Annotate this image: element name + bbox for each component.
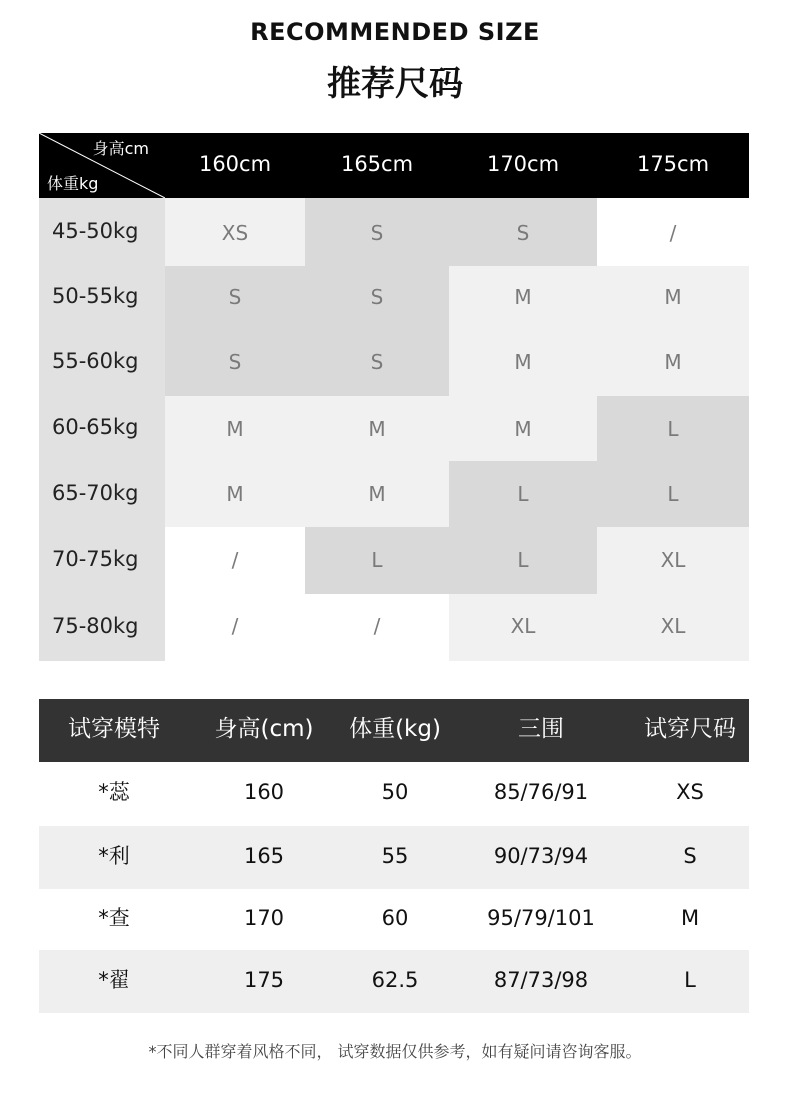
model-name: *翟	[98, 968, 130, 992]
size-cell: M	[165, 461, 305, 527]
size-cell: L	[597, 461, 749, 527]
height-header-165: 165cm	[340, 152, 414, 176]
size-cell: XL	[449, 594, 597, 661]
weight-axis-label: 体重kg	[47, 174, 99, 193]
size-cell: M	[449, 266, 597, 329]
weight-label: 55-60kg	[52, 349, 139, 373]
size-cell: S	[305, 329, 449, 396]
size-cell: L	[597, 396, 749, 461]
title-english: RECOMMENDED SIZE	[250, 18, 540, 46]
size-cell: L	[305, 527, 449, 594]
size-cell: M	[305, 396, 449, 461]
table-row	[39, 888, 749, 951]
size-cell: S	[165, 266, 305, 329]
size-cell: M	[597, 329, 749, 396]
disclaimer-note: *不同人群穿着风格不同， 试穿数据仅供参考，如有疑问请咨询客服。	[148, 1042, 642, 1061]
corner-cell	[39, 133, 165, 198]
size-cell: /	[165, 594, 305, 661]
height-header-170: 170cm	[486, 152, 560, 176]
size-cell: XS	[165, 198, 305, 266]
table-row	[39, 826, 749, 889]
model-height: 160	[243, 780, 285, 804]
size-grid	[39, 133, 749, 661]
size-cell: M	[449, 396, 597, 461]
size-cell: M	[305, 461, 449, 527]
model-weight: 50	[381, 780, 409, 804]
header-model: 试穿模特	[68, 716, 160, 742]
size-cell: L	[449, 461, 597, 527]
size-cell: /	[597, 198, 749, 266]
title-chinese: 推荐尺码	[327, 64, 463, 104]
model-name: *利	[98, 844, 130, 868]
table-row	[39, 762, 749, 825]
size-cell: L	[449, 527, 597, 594]
height-header-160: 160cm	[198, 152, 272, 176]
weight-label: 75-80kg	[52, 614, 139, 638]
height-header-175: 175cm	[636, 152, 710, 176]
model-measurements: 90/73/94	[493, 844, 589, 868]
model-weight: 55	[381, 844, 409, 868]
size-cell: /	[165, 527, 305, 594]
size-cell: S	[305, 198, 449, 266]
table-row	[39, 950, 749, 1013]
model-size: L	[684, 968, 696, 992]
header-height: 身高(cm)	[214, 716, 314, 742]
model-measurements: 87/73/98	[493, 968, 589, 992]
model-measurements: 95/79/101	[487, 906, 595, 930]
size-cell: XL	[597, 527, 749, 594]
model-weight: 62.5	[371, 968, 419, 992]
size-cell: S	[305, 266, 449, 329]
size-cell: XL	[597, 594, 749, 661]
size-cell: S	[165, 329, 305, 396]
model-height: 165	[243, 844, 285, 868]
model-size: XS	[676, 780, 704, 804]
size-grid-header	[39, 133, 749, 198]
header-weight: 体重(kg)	[349, 716, 441, 742]
weight-label: 60-65kg	[52, 415, 139, 439]
header-fit-size: 试穿尺码	[644, 716, 736, 742]
model-size: S	[683, 844, 697, 868]
size-cell: M	[449, 329, 597, 396]
model-name: *蕊	[98, 780, 130, 804]
model-name: *查	[98, 906, 130, 930]
weight-label: 65-70kg	[52, 481, 139, 505]
size-cell: S	[449, 198, 597, 266]
height-axis-label: 身高cm	[92, 139, 149, 158]
size-cell: M	[597, 266, 749, 329]
size-cell: /	[305, 594, 449, 661]
weight-label: 70-75kg	[52, 547, 139, 571]
model-size: M	[680, 906, 700, 930]
model-table-header	[39, 699, 749, 762]
header-measurements: 三围	[518, 716, 564, 742]
model-height: 175	[243, 968, 285, 992]
weight-label: 45-50kg	[52, 219, 139, 243]
size-cell: M	[165, 396, 305, 461]
model-weight: 60	[381, 906, 409, 930]
model-height: 170	[243, 906, 285, 930]
model-measurements: 85/76/91	[493, 780, 589, 804]
weight-label: 50-55kg	[52, 284, 139, 308]
